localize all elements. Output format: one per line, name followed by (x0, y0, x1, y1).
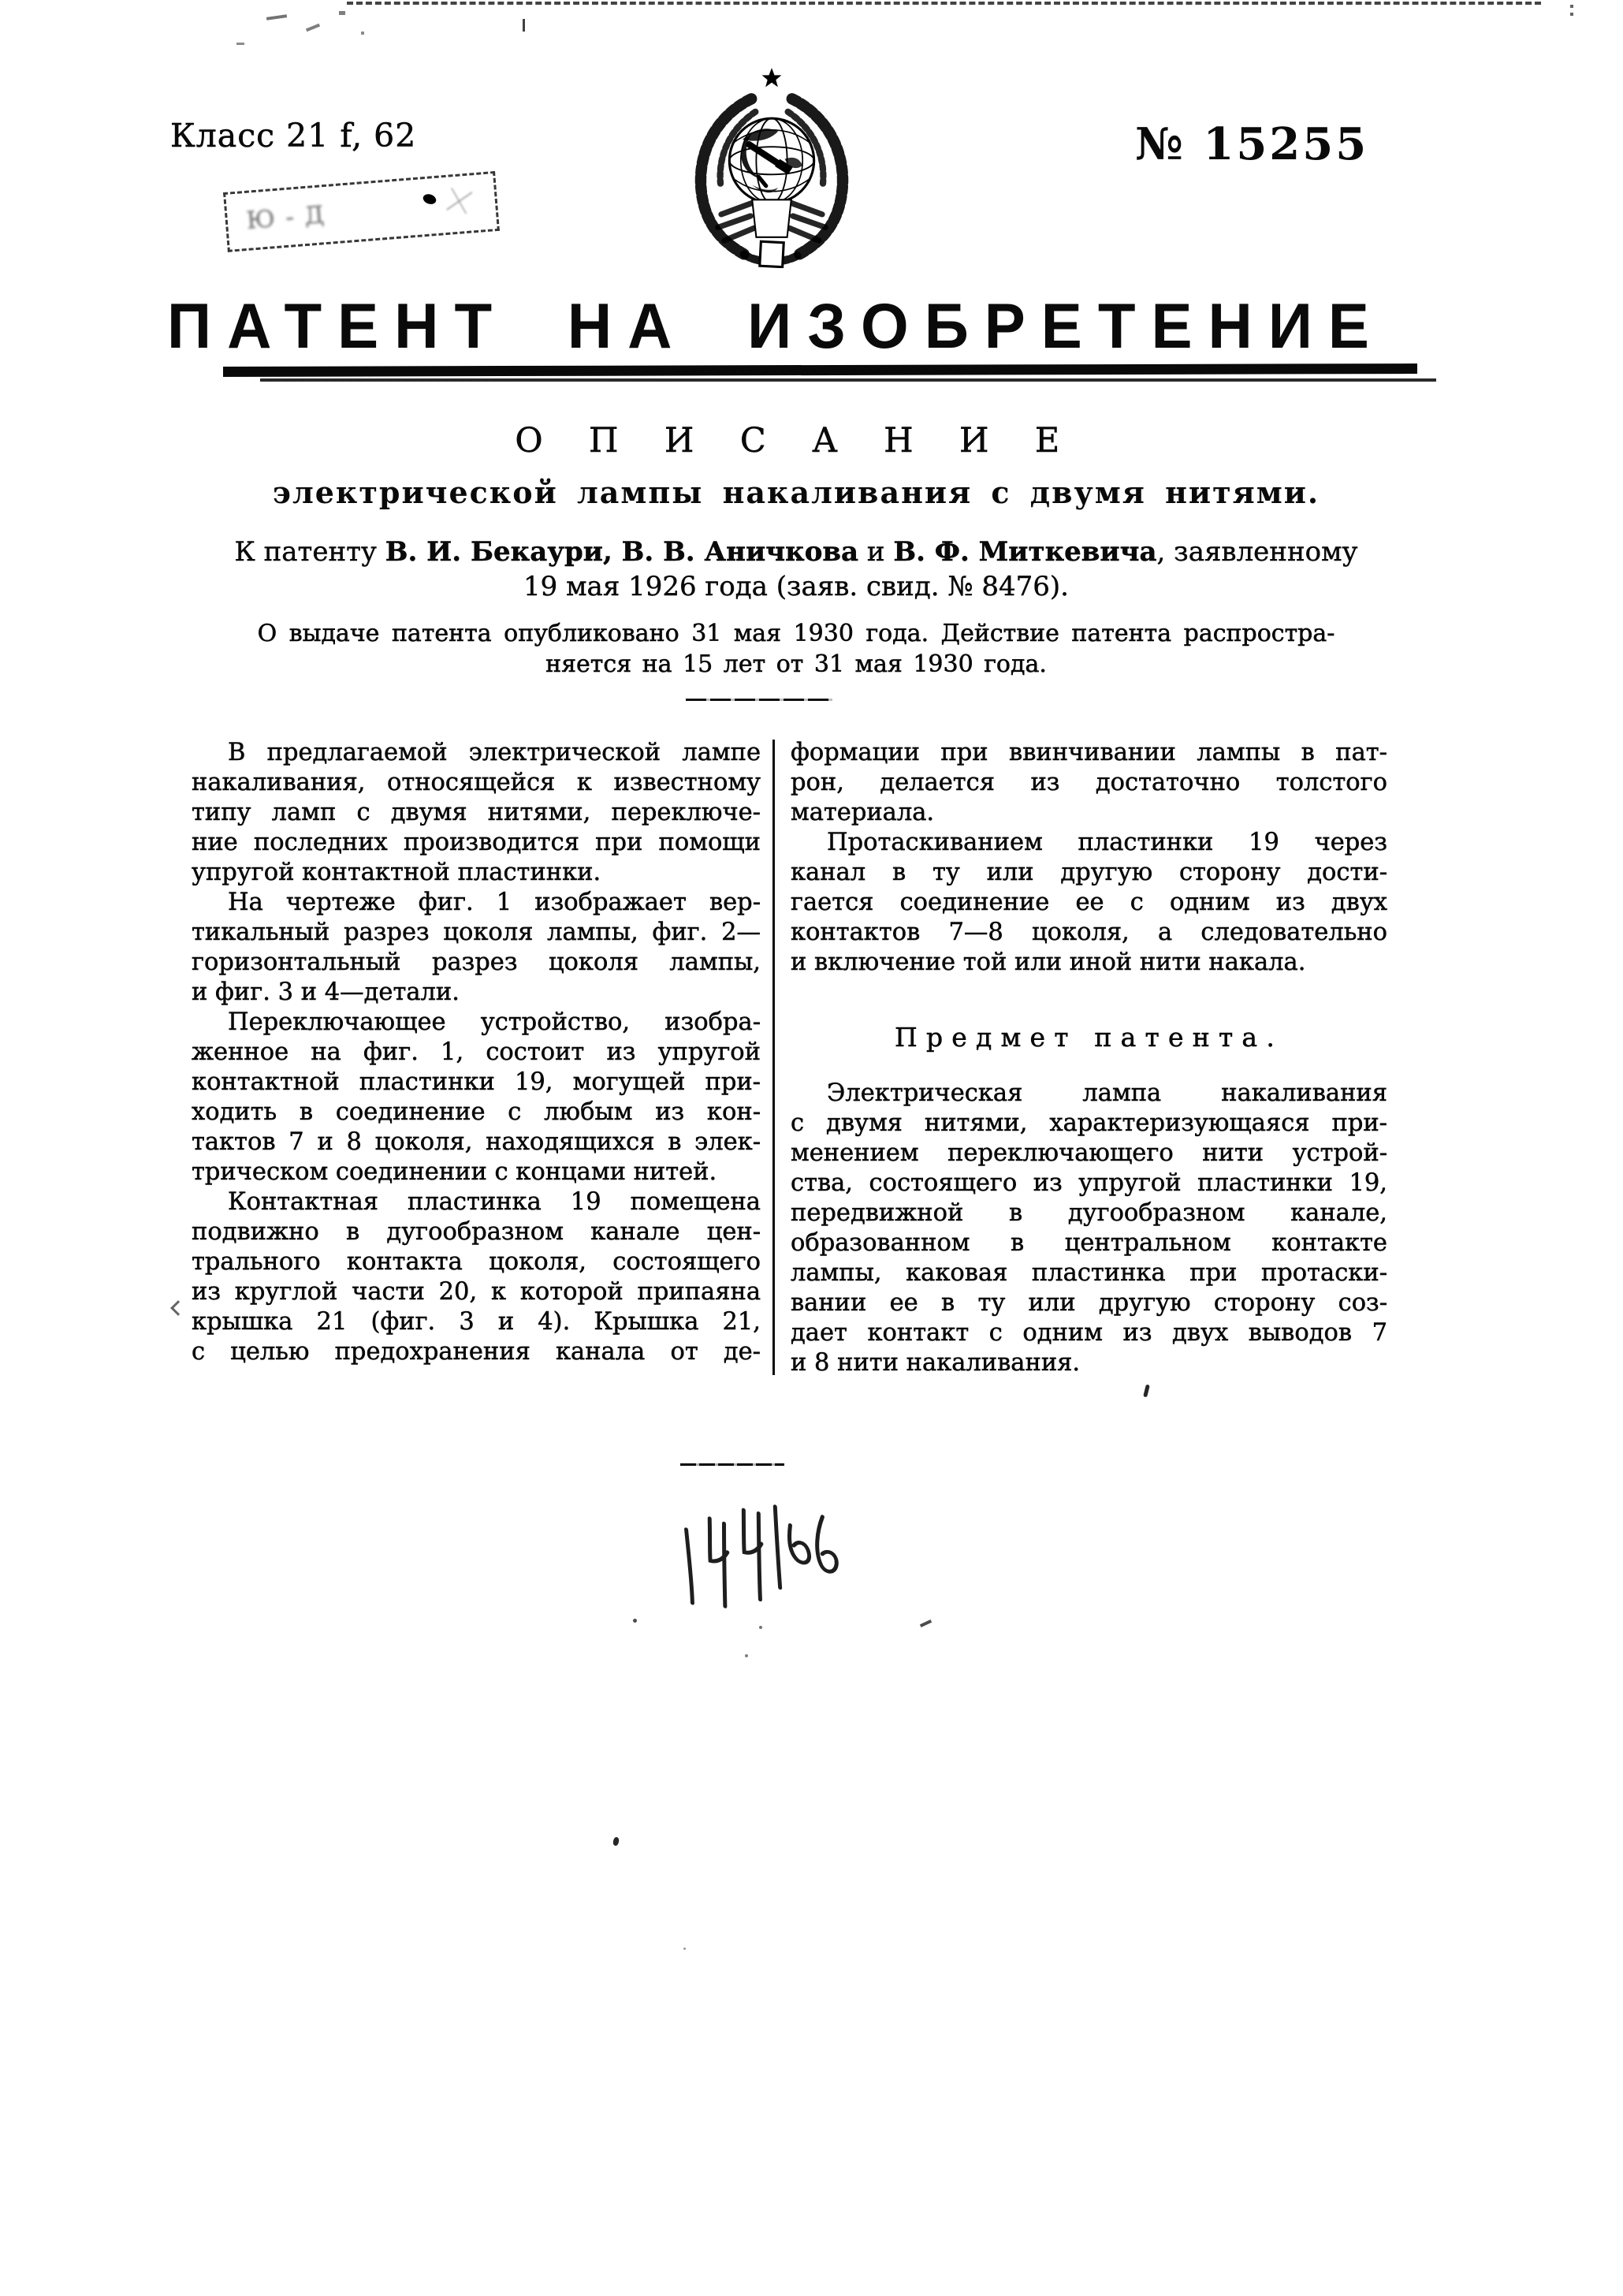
archival-stamp (223, 171, 500, 252)
attribution-date: 19 мая 1926 года (заяв. свид. № 8476). (523, 571, 1069, 602)
ink-speck (306, 24, 320, 32)
text-line: трическом соединении с концами нитей. (192, 1158, 717, 1186)
text-line: крышка 21 (фиг. 3 и 4). Крышка 21, (192, 1308, 761, 1336)
text-line: из круглой части 20, к которой припаяна (192, 1278, 761, 1306)
text-line: ства, состоящего из упругой пластинки 19, (791, 1169, 1387, 1197)
section-divider (686, 699, 832, 701)
text-line: горизонтальный разрез цоколя лампы, (192, 949, 761, 976)
text-line: канал в ту или другую сторону дости- (791, 859, 1387, 886)
ink-speck (1143, 1385, 1150, 1398)
text-line: упругой контактной пластинки. (192, 859, 601, 886)
text-line: Протаскиванием пластинки 19 через (827, 829, 1387, 856)
text-line: лампы, каковая пластинка при протаски- (791, 1259, 1387, 1287)
ussr-coat-of-arms-icon (672, 65, 871, 268)
ink-speck (920, 1620, 932, 1627)
column-divider-rule (772, 740, 775, 1375)
ink-speck (759, 1626, 762, 1629)
patent-number: № 15255 (1135, 118, 1369, 170)
text-line: с двумя нитями, характеризующаяся при- (791, 1109, 1387, 1137)
ink-speck (612, 1836, 620, 1846)
ink-speck (266, 14, 287, 20)
description-subtitle: электрической лампы накаливания с двумя нитями. (272, 475, 1320, 510)
scan-edge-artifact (347, 2, 1541, 5)
text-line: Контактная пластинка 19 помещена (228, 1188, 761, 1216)
text-line: дает контакт с одним из двух выводов 7 (791, 1319, 1387, 1347)
text-line: В предлагаемой электрической лампе (228, 739, 761, 766)
publication-note-line2: няется на 15 лет от 31 мая 1930 года. (545, 650, 1047, 678)
right-column-top (791, 738, 1387, 978)
attribution-segment: К патенту (234, 536, 385, 568)
ink-speck (422, 192, 437, 206)
ink-speck (1570, 5, 1573, 8)
ink-speck (236, 43, 244, 45)
text-line: контактов 7—8 цоколя, а следовательно (791, 919, 1387, 946)
text-line: ние последних производится при помощи (192, 829, 761, 856)
footer-divider (680, 1463, 784, 1466)
text-line: подвижно в дугообразном канале цен- (192, 1218, 761, 1246)
text-line: гается соединение ее с одним из двух (791, 889, 1387, 916)
description-heading: О П И С А Н И Е (515, 421, 1078, 460)
text-line: и включение той или иной нити накала. (791, 949, 1306, 976)
text-line: ходить в соединение с любым из кон- (192, 1098, 761, 1126)
ink-speck (683, 1948, 686, 1950)
ink-speck (523, 19, 525, 32)
text-line: и фиг. 3 и 4—детали. (192, 978, 460, 1006)
text-line: вании ее в ту или другую сторону соз- (791, 1289, 1387, 1317)
ink-speck (745, 1654, 748, 1657)
ink-speck (170, 1300, 186, 1316)
ink-speck (445, 186, 474, 215)
text-line: рон, делается из достаточно толстого (791, 769, 1387, 796)
text-line: формации при ввинчивании лампы в пат- (791, 739, 1387, 766)
text-line: и 8 нити накаливания. (791, 1349, 1081, 1377)
text-line: На чертеже фиг. 1 изображает вер- (228, 889, 761, 916)
text-line: Переключающее устройство, изобра- (228, 1008, 761, 1036)
stamp-text: Ю-Д (245, 199, 337, 235)
ink-speck (361, 32, 364, 35)
text-line: тикальный разрез цоколя лампы, фиг. 2— (192, 919, 761, 946)
text-line: материала. (791, 799, 935, 826)
patent-class-label: Класс 21 f, 62 (170, 117, 417, 155)
attribution-segment: В. Ф. Миткевича (893, 536, 1157, 568)
attribution-segment: и (858, 536, 894, 568)
claims-heading: Предмет патента. (894, 1022, 1284, 1053)
handwritten-archive-number (658, 1496, 847, 1615)
left-column (192, 738, 761, 1367)
text-line: контактной пластинки 19, могущей при- (192, 1068, 761, 1096)
ink-speck (633, 1619, 637, 1623)
title-rule-thin (260, 378, 1436, 382)
attribution-segment: , заявленному (1156, 536, 1358, 568)
text-line: передвижной в дугообразном канале, (791, 1199, 1387, 1227)
attribution-line (189, 536, 1403, 568)
patent-title: ПАТЕНТ НА ИЗОБРЕТЕНИЕ (167, 289, 1385, 362)
text-line: Электрическая лампа накаливания (827, 1079, 1387, 1107)
text-line: женное на фиг. 1, состоит из упругой (192, 1038, 761, 1066)
claims-column (791, 1079, 1387, 1378)
text-line: типу ламп с двумя нитями, переключе- (192, 799, 761, 826)
text-line: трального контакта цоколя, состоящего (192, 1248, 761, 1276)
attribution-segment: В. И. Бекаури, В. В. Аничкова (385, 536, 859, 568)
ink-speck (339, 11, 345, 15)
text-line: тактов 7 и 8 цоколя, находящихся в элек- (192, 1128, 761, 1156)
text-line: с целью предохранения канала от де- (192, 1338, 761, 1366)
publication-note-line1: О выдаче патента опубликовано 31 мая 1930 года. Действие патента распростра- (257, 620, 1335, 647)
title-rule-thick (223, 363, 1417, 377)
text-line: накаливания, относящейся к известному (192, 769, 761, 796)
text-line: образованном в центральном контакте (791, 1229, 1387, 1257)
text-line: менением переключающего нити устрой- (791, 1139, 1387, 1167)
